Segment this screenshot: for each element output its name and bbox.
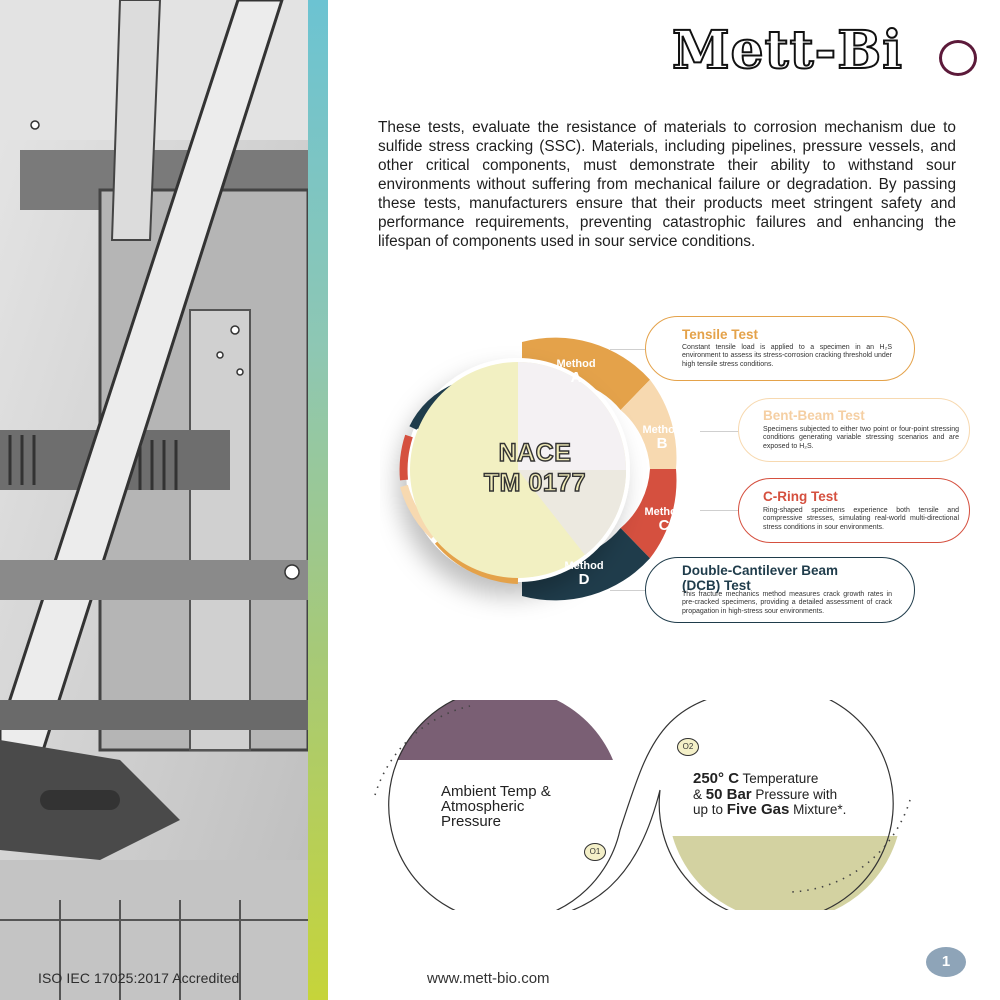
website-link[interactable]: www.mett-bio.com (427, 970, 550, 987)
method-a-label: Method A (556, 358, 596, 386)
bent-beam-test-card[interactable] (738, 398, 970, 462)
nace-title (445, 438, 625, 498)
intro-paragraph: These tests, evaluate the resistance of materials to corrosion mechanism due to sulfide stress cracking (SSC). Materials, including pipelines, pressure vessels, and other critical components, must demonstrate their ability to withstand sour environments without suffering from mechanical failure or degradation. By passing these tests, manufacturers ensure that their products meet stringent safety and performance requirements, preventing catastrophic failures and enhancing the lifespan of components used in sour service conditions. (378, 119, 956, 250)
c-ring-test-card[interactable] (738, 478, 970, 543)
brand-logo[interactable] (672, 22, 982, 80)
nace-line1: NACE (498, 439, 572, 467)
leader-line (610, 349, 645, 350)
card-title: Double-Cantilever Beam (DCB) Test (682, 563, 839, 593)
card-title: C-Ring Test (763, 489, 838, 504)
logo-wordmark: Mett-Bi (672, 20, 903, 81)
nace-line2: TM 0177 (483, 469, 587, 497)
ambient-conditions-text: Ambient Temp & Atmospheric Pressure (441, 783, 551, 830)
card-title: Bent-Beam Test (763, 408, 865, 423)
leader-line (610, 590, 645, 591)
card-description: Specimens subjected to either two point or four-point stressing conditions generating variable stressing scenarios and are exposed to H₂S. (763, 426, 959, 450)
high-pressure-conditions-text: 250° C Temperature & 50 Bar Pressure with up to Five Gas Mixture*. (693, 770, 847, 818)
accent-gradient-bar (308, 0, 328, 1000)
card-title: Tensile Test (682, 327, 759, 342)
page-number-badge: 1 (926, 947, 966, 977)
sketch-illustration (0, 0, 308, 1000)
card-description: This fracture mechanics method measures crack growth rates in pre-cracked specimens, providing a detailed assessment of crack propagation in high-stress sour environments. (682, 591, 892, 615)
method-c-label: Method C (644, 506, 684, 534)
step-number-badge: O2 (677, 738, 699, 756)
accreditation-text: ISO IEC 17025:2017 Accredited (38, 970, 240, 986)
dcb-test-card[interactable] (645, 557, 915, 623)
tensile-test-card[interactable] (645, 316, 915, 381)
step-number-badge: O1 (584, 843, 606, 861)
leader-line (700, 510, 740, 511)
card-description: Constant tensile load is applied to a specimen in an H₂S environment to assess its stress-corrosion cracking threshold under high tensile stress conditions. (682, 344, 892, 368)
leader-line (700, 431, 740, 432)
method-d-label: Method D (564, 560, 604, 588)
method-b-label: Method B (642, 424, 682, 452)
card-description: Ring-shaped specimens experience both tensile and compressive stresses, simulating real-world multi-directional stress conditions in sour environments. (763, 507, 959, 531)
logo-ring-icon (939, 40, 977, 76)
